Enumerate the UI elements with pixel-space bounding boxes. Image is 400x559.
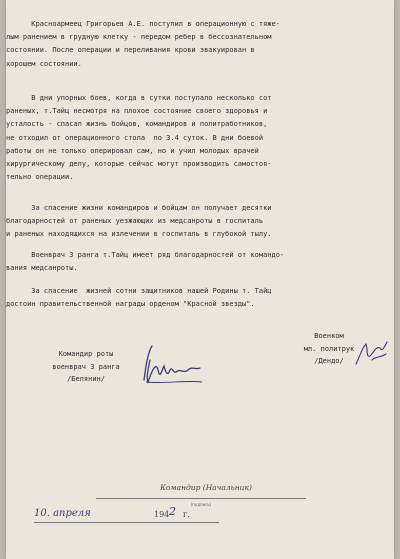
paragraph-2	[6, 92, 394, 184]
date-handwritten: 10. апреля	[34, 508, 91, 519]
paragraph-line: лым ранением в грудную клетку - передом ребер в бессознательном	[6, 33, 272, 42]
signatory-line: Командир роты	[58, 350, 114, 358]
paragraph-line: работы он не только оперировал сам, но и учил молодых врачей	[6, 146, 259, 155]
paragraph-line: В дни упорных боев, когда в сутки поступало несколько сот	[6, 94, 272, 102]
paragraph-line: состоянии. После операции и переливания крови эвакуирован в	[6, 46, 255, 55]
paragraph-line: благодарностей от раненых уезжающих из медсанроты в госпиталь	[6, 217, 264, 226]
signatory-line: Военком	[314, 332, 344, 340]
paragraph-line: хорошем состоянии.	[6, 59, 82, 68]
paragraph-line: За спасение жизни командиров и бойцам он получает десятки	[6, 204, 272, 212]
paragraph-line: и раненых находящихся на излечении в госпиталь в глубокой тылу.	[6, 230, 272, 239]
date-year-suffix: г.	[183, 510, 190, 519]
signatory-line: /Белянин/	[67, 375, 105, 383]
signatory-line: мл. политрук	[303, 344, 355, 353]
paragraph-5	[6, 285, 394, 311]
date-year-handwritten: 2	[169, 505, 176, 518]
paragraph-line: достоин правительственной награды орденом "Красной звезды".	[6, 300, 255, 309]
paragraph-line: усталость - спасал жизнь бойцов, командиров и политработников,	[6, 120, 268, 129]
date-year-prefix: 194	[154, 510, 170, 519]
date-underline	[34, 522, 219, 523]
paragraph-line: хирургическому делу, которые сейчас могут производить самостоя-	[6, 159, 272, 168]
paragraph-line: не отходил от операционного стола по 3.4 суток. В дни боевой	[6, 133, 264, 142]
signature-line	[96, 498, 306, 499]
document-page	[6, 0, 394, 559]
signature-caption: (подпись)	[190, 502, 212, 507]
paragraph-line: За спасение жизней сотни защитников нашей Родины т. Тайц	[6, 287, 272, 295]
paragraph-line: Военврач 3 ранга т.Тайц имеет ряд благодарностей от командо-	[6, 251, 285, 259]
paragraph-line: вания медсанроты.	[6, 264, 78, 273]
paragraph-line: тельно операции.	[6, 173, 74, 182]
signatory-left	[26, 348, 146, 386]
signature-right-icon	[352, 336, 390, 370]
paragraph-line: Красноармеец Григорьев А.Е. поступил в операционную с тяже-	[6, 20, 280, 28]
signatory-line: военврач 3 ранга	[52, 362, 120, 371]
signature-left-icon	[136, 340, 206, 390]
paragraph-4	[6, 249, 394, 275]
commander-title: Командир (Начальник)	[160, 483, 252, 492]
paragraph-3	[6, 202, 394, 242]
paragraph-line: раненых, т.Тайц несмотря на плохое состояние своего здоровья и	[6, 107, 268, 116]
paragraph-1	[6, 18, 394, 71]
signatory-line: /Дендо/	[314, 357, 344, 365]
